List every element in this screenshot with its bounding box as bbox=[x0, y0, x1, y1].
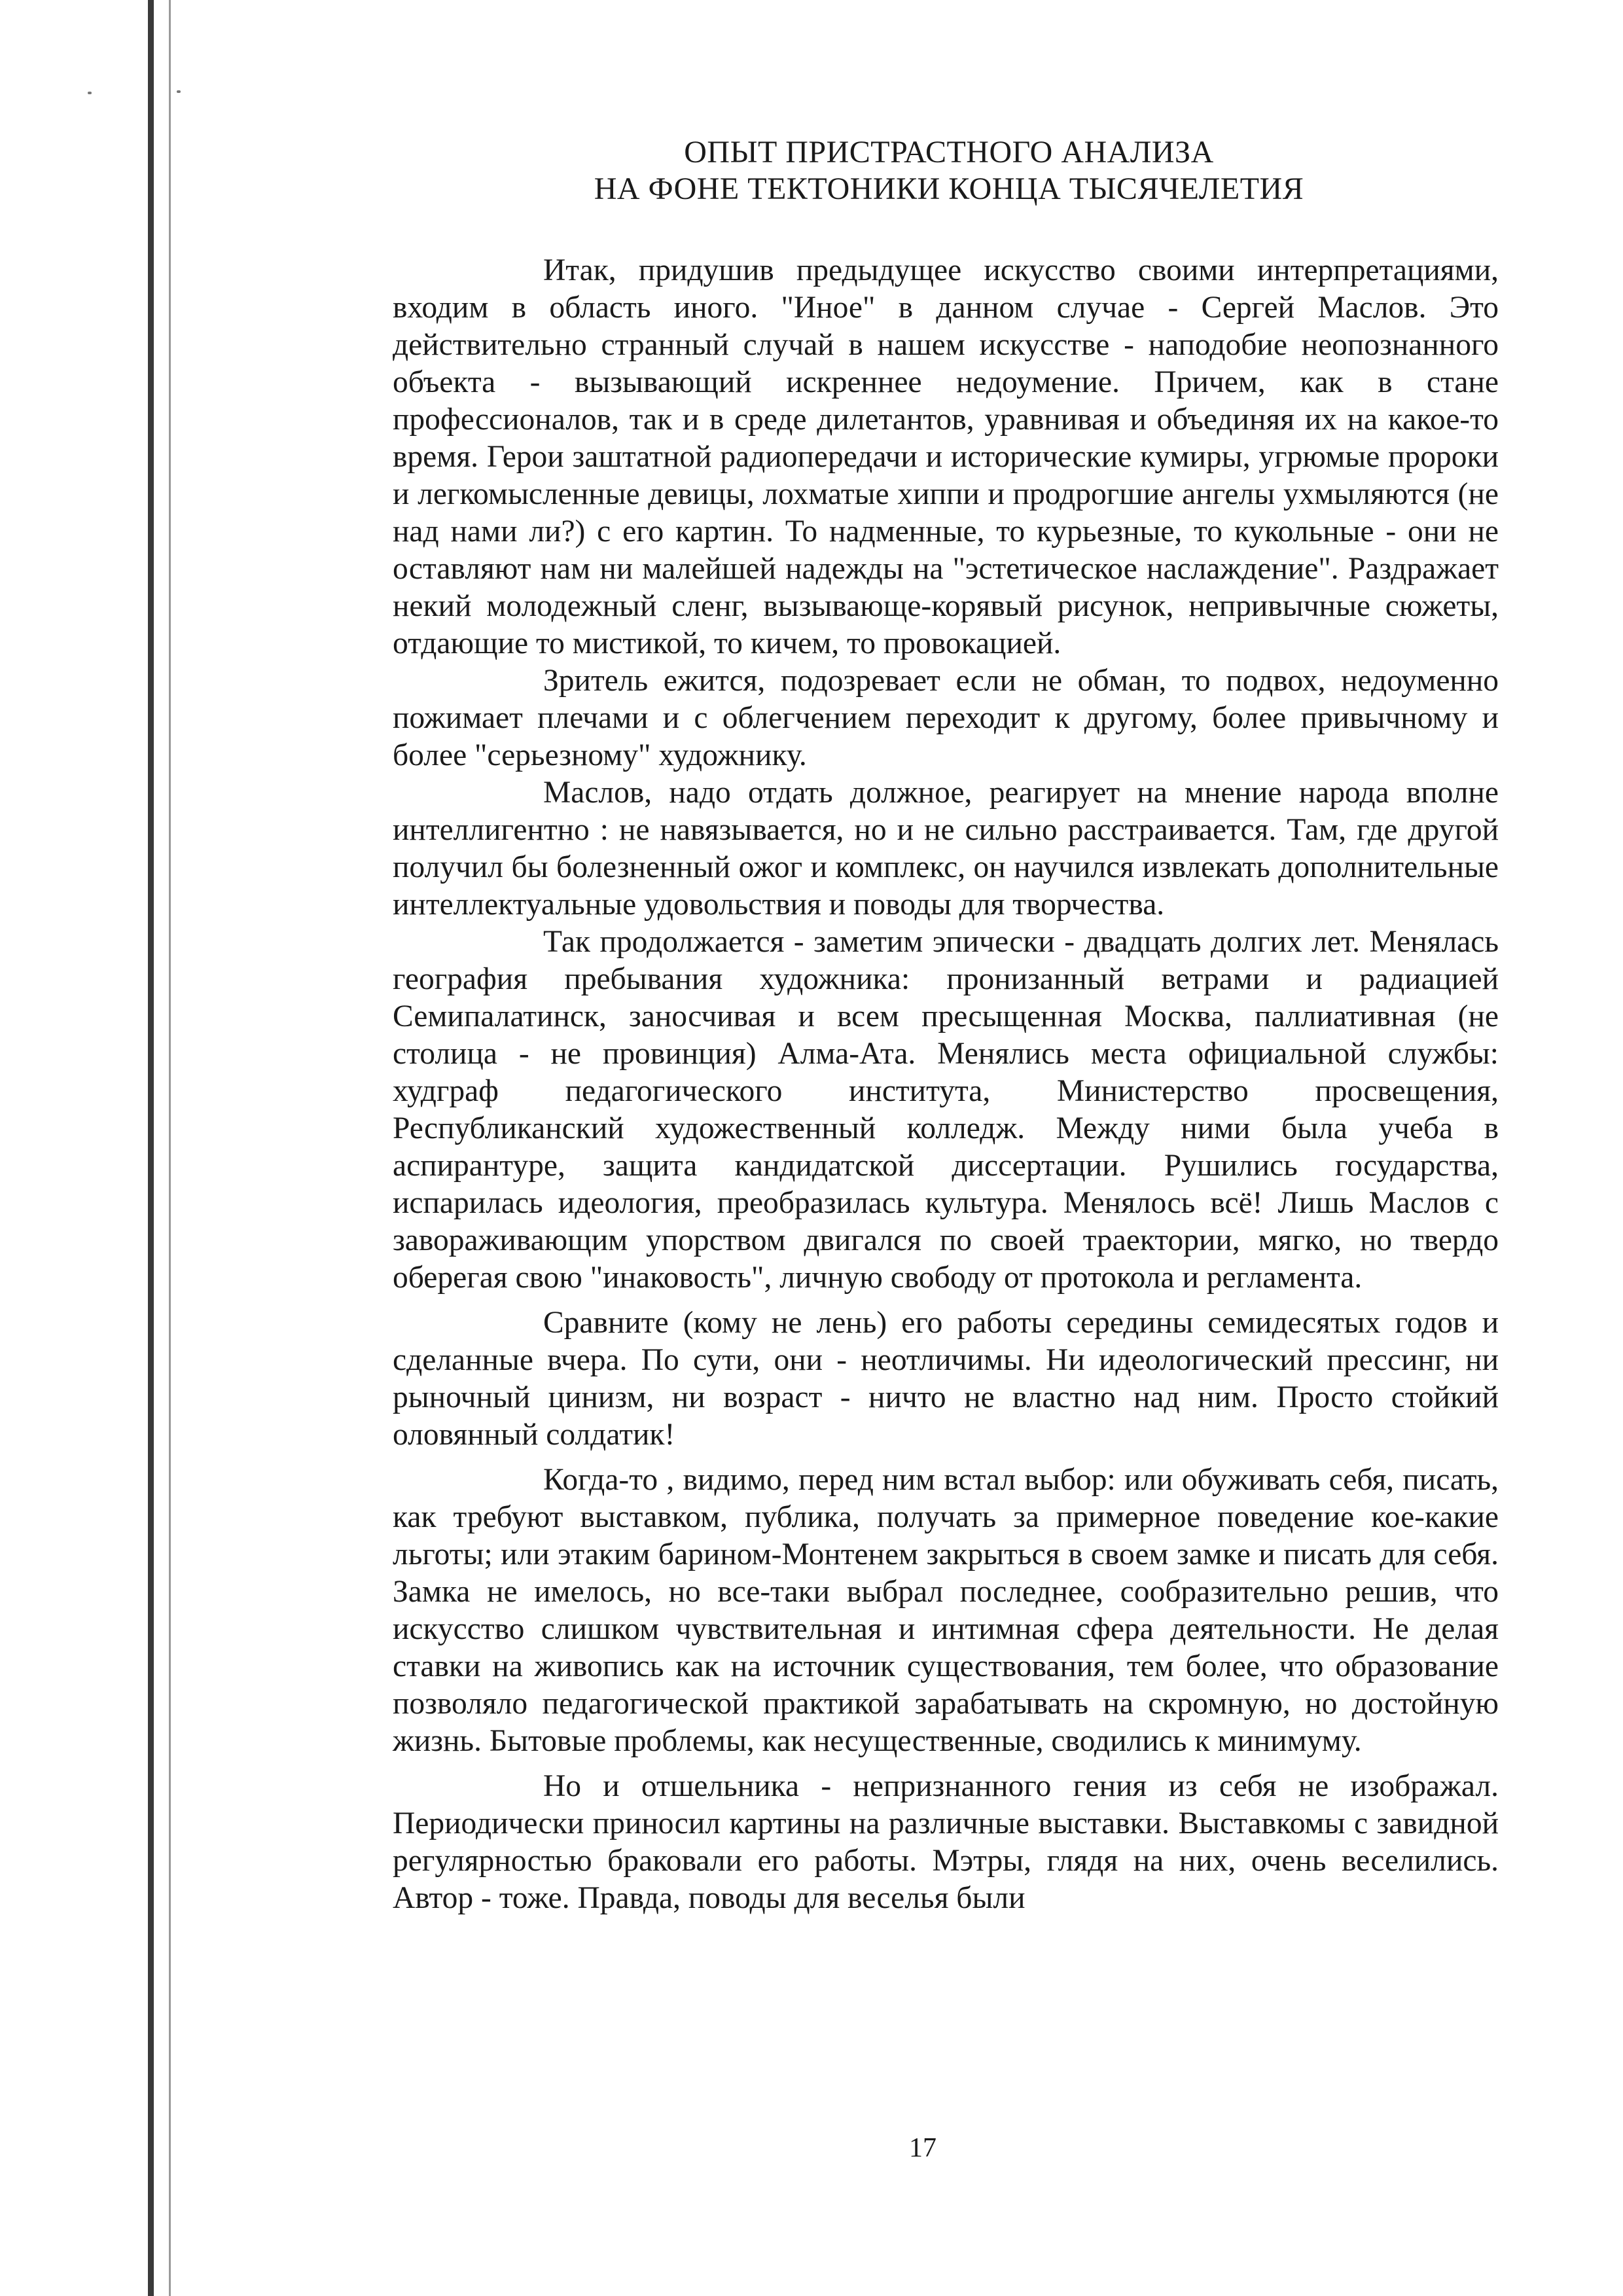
paragraph-7: Но и отшельника - непризнанного гения из себя не изображал. Периодически приносил картины на различные выставки. Выставкомы с завидной регулярностью браковали его работы. Мэтры, глядя на них, очень веселились. Автор - тоже. Правда, поводы для веселья были bbox=[393, 1769, 1499, 1915]
scan-binding-edge bbox=[0, 0, 196, 2296]
scan-speck bbox=[88, 92, 92, 94]
paragraph-3: Маслов, надо отдать должное, реагирует на мнение народа вполне интеллигентно : не навязывается, но и не сильно расстраивается. Там, где другой получил бы болезненный ожог и комплекс, он научился извлекать дополнительные интеллектуальные удовольствия и поводы для творчества. bbox=[393, 776, 1499, 922]
scan-shadow-line-secondary bbox=[169, 0, 171, 2296]
document-page bbox=[393, 134, 1499, 1917]
paragraph-1: Итак, придушив предыдущее искусство своими интерпретациями, входим в область иного. "Иное" в данном случае - Сергей Маслов. Это действительно странный случай в нашем искусстве - наподобие неопознанного объекта - вызывающий искреннее недоумение. Причем, как в стане профессионалов, так и в среде дилетантов, уравнивая и объединяя их на какое-то время. Герои заштатной радиопередачи и исторические кумиры, угрюмые пророки и легкомысленные девицы, лохматые хиппи и продрогшие ангелы ухмыляются (не над нами ли?) с его картин. То надменные, то курьезные, то кукольные - они не оставляют нам ни малейшей надежды на "эстетическое наслаждение". Раздражает некий молодежный сленг, вызывающе-корявый рисунок, непривычные сюжеты, отдающие то мистикой, то кичем, то провокацией. bbox=[393, 253, 1499, 660]
title-line-2: НА ФОНЕ ТЕКТОНИКИ КОНЦА ТЫСЯЧЕЛЕТИЯ bbox=[594, 171, 1304, 206]
page-number: 17 bbox=[909, 2133, 936, 2163]
paragraph-4: Так продолжается - заметим эпически - двадцать долгих лет. Менялась география пребывания художника: пронизанный ветрами и радиацией Семипалатинск, заносчивая и всем пресыщенная Москва, паллиативная (не столица - не провинция) Алма-Ата. Менялись места официальной службы: худграф педагогического института, Министерство просвещения, Республиканский художественный колледж. Между ними была учеба в аспирантуре, защита кандидатской диссертации. Рушились государства, испарилась идеология, преобразилась культура. Менялось всё! Лишь Маслов с завораживающим упорством двигался по своей траектории, мягко, но твердо оберегая свою "инаковость", личную свободу от протокола и регламента. bbox=[393, 925, 1499, 1295]
paragraph-5: Сравните (кому не лень) его работы середины семидесятых годов и сделанные вчера. По сути, они - неотличимы. Ни идеологический прессинг, ни рыночный цинизм, ни возраст - ничто не властно над ним. Просто стойкий оловянный солдатик! bbox=[393, 1306, 1499, 1452]
document-title bbox=[399, 134, 1499, 207]
scan-speck bbox=[177, 90, 181, 93]
paragraph-6: Когда-то , видимо, перед ним встал выбор: или обуживать себя, писать, как требуют выставком, публика, получать за примерное поведение кое-какие льготы; или этаким барином-Монтенем закрыться в своем замке и писать для себя. Замка не имелось, но все-таки выбрал последнее, сообразительно решив, что искусство слишком чувствительная и интимная сфера деятельности. Не делая ставки на живопись как на источник существования, тем более, что образование позволяло педагогической практикой зарабатывать на скромную, но достойную жизнь. Бытовые проблемы, как несущественные, сводились к минимуму. bbox=[393, 1463, 1499, 1758]
scan-shadow-line bbox=[148, 0, 154, 2296]
paragraph-2: Зритель ежится, подозревает если не обман, то подвох, недоуменно пожимает плечами и с облегчением переходит к другому, более привычному и более "серьезному" художнику. bbox=[393, 664, 1499, 772]
title-line-1: ОПЫТ ПРИСТРАСТНОГО АНАЛИЗА bbox=[684, 135, 1214, 170]
